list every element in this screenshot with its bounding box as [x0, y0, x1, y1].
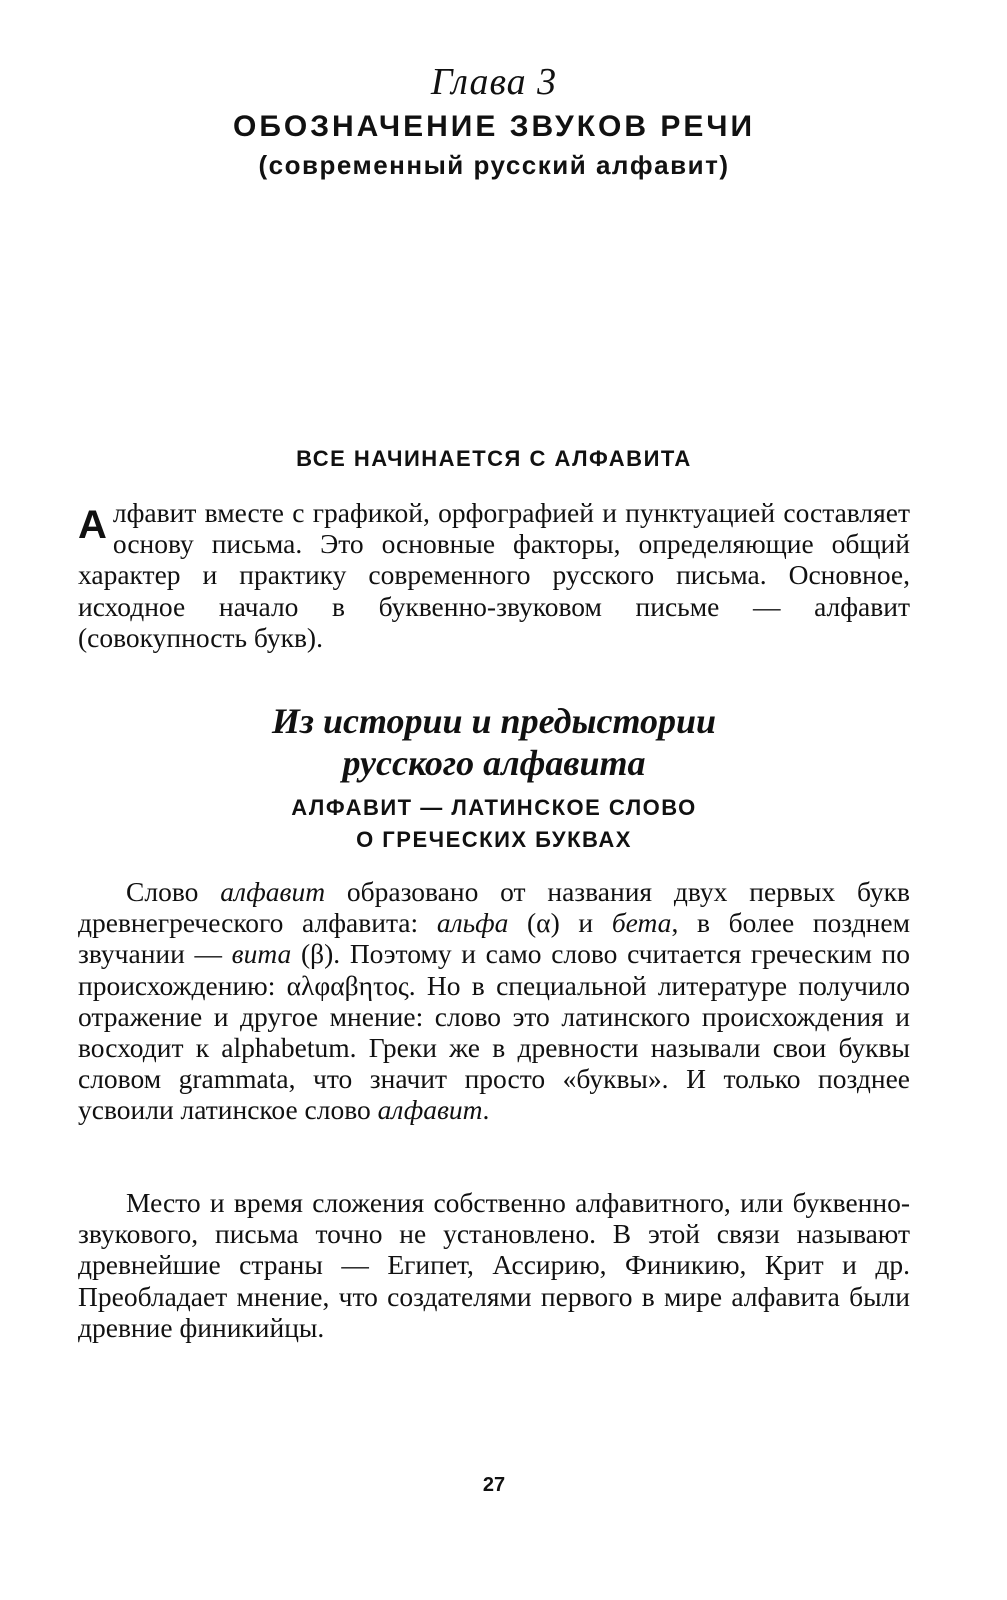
body-paragraph-alphabet-origin	[78, 876, 910, 1126]
subsection-title-line-2: русского алфавита	[342, 743, 646, 783]
body-paragraph-place-and-time: Место и время сложения собственно алфавитного, или буквенно-звукового, письма точно не установлено. В этой связи называют древнейшие страны — Египет, Ассирию, Финикию, Крит и др. Преобладает мнение, что создателями первого в мире алфавита были древние финикийцы.	[78, 1187, 910, 1343]
italic-term: бета	[611, 907, 672, 939]
page-number: 27	[482, 1474, 506, 1496]
section-heading: ВСЕ НАЧИНАЕТСЯ С АЛФАВИТА	[296, 446, 692, 471]
text-run: Слово	[126, 876, 221, 907]
text-run: .	[482, 1094, 490, 1126]
drop-cap: А	[78, 503, 107, 547]
subsection-title-line-1: Из истории и предыстории	[271, 701, 717, 741]
chapter-label: Глава 3	[430, 61, 558, 103]
italic-term: вита	[231, 938, 292, 970]
text-run: (β). Поэтому и само слово считается греческим по происхождению: αλφαβητος. Но в специальной литературе получило отражение и другое мнение: слово это латинского происхождения и восходит к alphabetum. Греки же в древности называли свои буквы словом grammata, что значит просто «буквы». И только позднее усвоили латинское слово	[78, 938, 910, 1126]
subsection-heading-line-1: АЛФАВИТ — ЛАТИНСКОЕ СЛОВО	[291, 795, 697, 820]
intro-paragraph	[78, 497, 910, 653]
italic-term: альфа	[436, 907, 509, 939]
text-run: образовано от названия двух первых букв древнегреческого алфавита:	[78, 876, 910, 939]
intro-paragraph-text: лфавит вместе с графикой, орфографией и пунктуацией составляет основу письма. Это основные факторы, определяющие общий характер и практику современного русского письма. Основное, исходное начало в буквенно-звуковом письме — алфавит (совокупность букв).	[78, 497, 910, 653]
text-run: , в более позднем звучании —	[78, 907, 910, 970]
chapter-subtitle: (современный русский алфавит)	[258, 150, 730, 180]
subsection-heading	[78, 792, 910, 856]
chapter-title: ОБОЗНАЧЕНИЕ ЗВУКОВ РЕЧИ	[232, 110, 756, 143]
italic-term: алфавит	[220, 876, 326, 907]
italic-term: алфавит	[377, 1094, 483, 1126]
subsection-heading-line-2: О ГРЕЧЕСКИХ БУКВАХ	[356, 827, 632, 852]
subsection-title	[78, 700, 910, 784]
text-run: (α) и	[508, 907, 612, 939]
